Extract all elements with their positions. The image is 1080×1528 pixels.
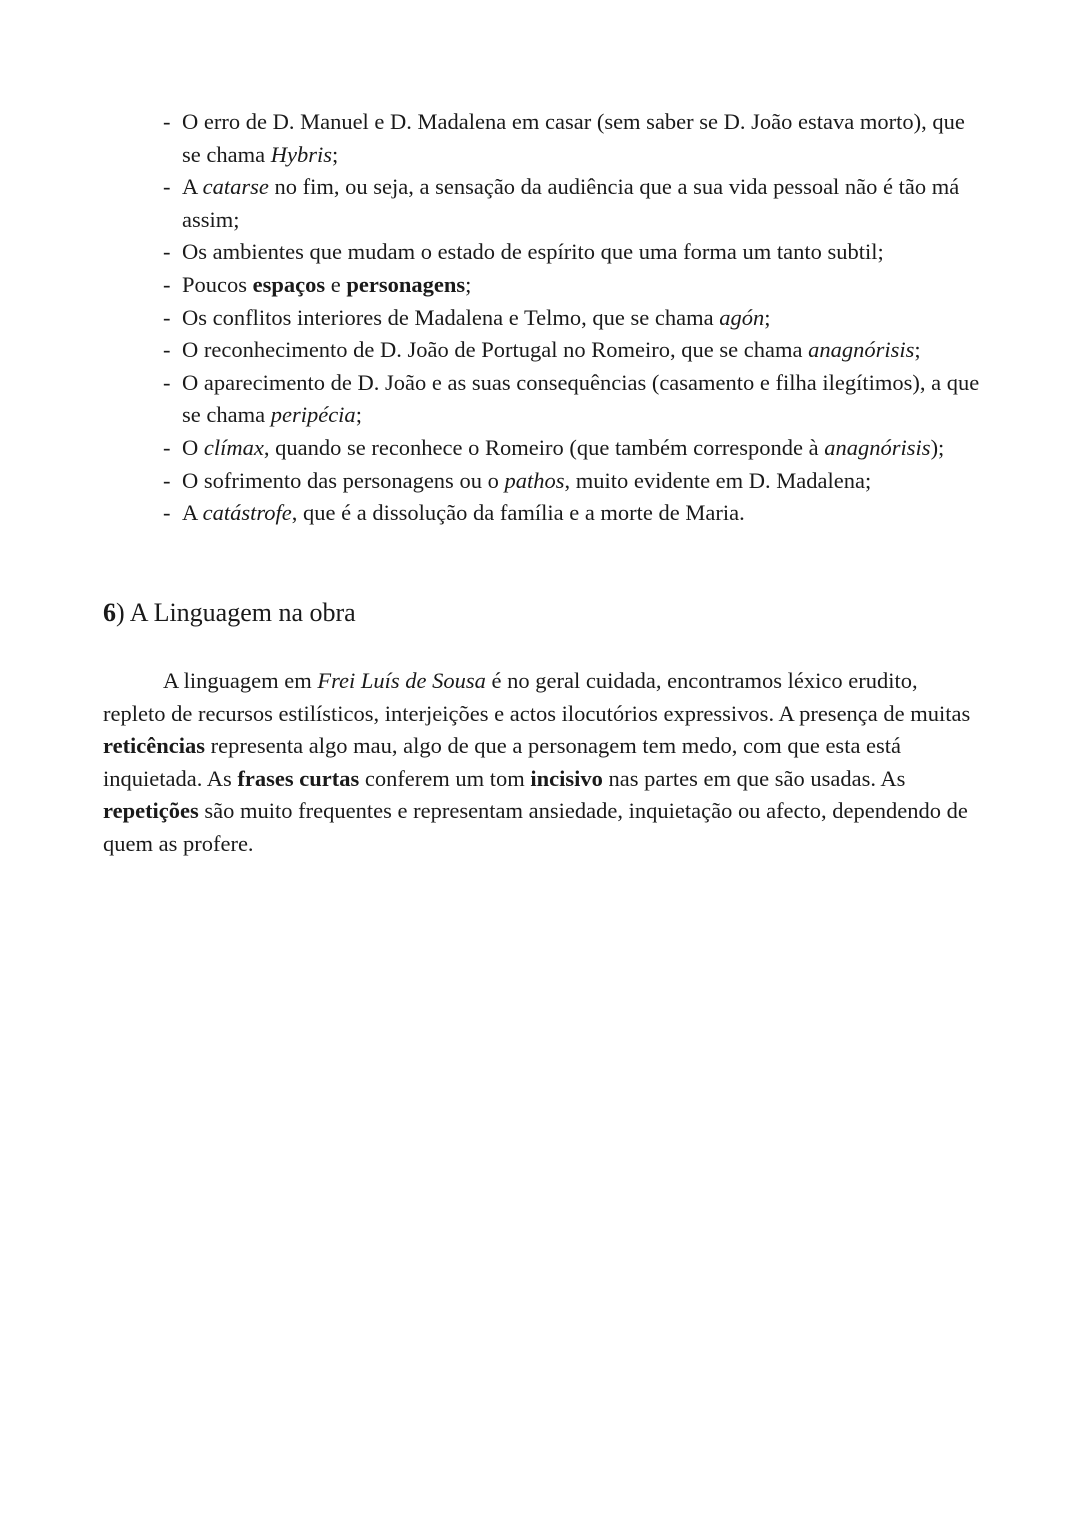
text-run: O — [182, 434, 204, 460]
language-paragraph — [103, 665, 983, 861]
italic-text: clímax — [203, 434, 264, 460]
text-run: nas partes em que são usadas. As — [602, 765, 906, 791]
bold-text: reticências — [103, 733, 206, 759]
text-run: , muito evidente em D. Madalena; — [564, 467, 872, 493]
text-run: são muito frequentes e representam ansiedade, inquietação ou afecto, dependendo de quem as profere. — [103, 798, 968, 856]
bullet-dash: - — [163, 304, 171, 330]
bullet-dash: - — [163, 109, 171, 134]
text-run: O sofrimento das personagens ou o — [182, 467, 505, 493]
bullet-dash: - — [163, 369, 171, 395]
bullet-dash: - — [163, 500, 171, 526]
italic-text: catástrofe — [202, 500, 292, 526]
text-run: O erro de D. Manuel e D. Madalena em casar (sem saber se D. João estava morto), que se chama — [182, 109, 965, 167]
italic-text: anagnórisis — [808, 337, 915, 363]
text-run: A linguagem em — [163, 668, 318, 693]
italic-text: Hybris — [270, 141, 332, 167]
list-item — [163, 269, 983, 302]
italic-text: Frei Luís de Sousa — [317, 668, 486, 693]
text-run: é no geral cuidada, encontramos léxico erudito, repleto de recursos estilísticos, interjeições e actos ilocutórios expressivos. A presença de muitas — [103, 668, 971, 726]
text-run: O aparecimento de D. João e as suas consequências (casamento e filha ilegítimos), a que se chama — [182, 369, 980, 428]
text-run: O reconhecimento de D. João de Portugal no Romeiro, que se chama — [182, 337, 809, 363]
section-number: 6 — [103, 598, 116, 627]
tragedy-elements-list — [163, 106, 983, 530]
list-item — [163, 106, 983, 171]
italic-text: peripécia — [270, 402, 356, 428]
bold-text: frases curtas — [237, 765, 360, 791]
bullet-dash: - — [163, 467, 171, 493]
list-item — [163, 334, 983, 367]
text-run: A — [182, 174, 203, 200]
text-run: e — [325, 271, 347, 297]
bullet-dash: - — [163, 434, 171, 460]
list-item — [163, 171, 983, 236]
text-run: , que é a dissolução da família e a morte de Maria. — [291, 500, 745, 526]
italic-text: anagnórisis — [824, 434, 931, 460]
text-run: Poucos — [182, 271, 253, 297]
bold-text: espaços — [252, 271, 326, 297]
text-run: ; — [331, 141, 339, 167]
list-item — [163, 236, 983, 269]
text-run: Os ambientes que mudam o estado de espírito que uma forma um tanto subtil; — [182, 239, 884, 265]
text-run: ; — [914, 337, 921, 363]
bullet-dash: - — [163, 239, 171, 265]
bullet-dash: - — [163, 337, 171, 363]
bold-text: repetições — [103, 798, 199, 824]
bullet-dash: - — [163, 174, 171, 200]
bullet-dash: - — [163, 271, 171, 297]
list-item — [163, 432, 983, 465]
bold-text: personagens — [346, 271, 466, 297]
text-run: ; — [465, 271, 472, 297]
list-item — [163, 367, 983, 432]
section-title: ) A Linguagem na obra — [116, 598, 356, 627]
text-run: conferem um tom — [359, 765, 531, 791]
section-heading — [103, 596, 356, 630]
list-item — [163, 497, 983, 530]
bold-text: incisivo — [530, 765, 603, 791]
italic-text: catarse — [202, 174, 269, 200]
italic-text: pathos — [504, 467, 565, 493]
text-run: ; — [764, 304, 771, 330]
text-run: representa algo mau, algo de que a personagem tem medo, com que esta está inquietada. As — [103, 733, 902, 791]
text-run: ; — [355, 402, 362, 428]
list-item — [163, 465, 983, 498]
text-run: Os conflitos interiores de Madalena e Telmo, que se chama — [182, 304, 720, 330]
italic-text: agón — [719, 304, 765, 330]
text-run: no fim, ou seja, a sensação da audiência que a sua vida pessoal não é tão má assim; — [182, 174, 960, 232]
list-item — [163, 302, 983, 335]
text-run: , quando se reconhece o Romeiro (que também corresponde à — [263, 434, 825, 460]
text-run: ); — [930, 434, 945, 460]
text-run: A — [182, 500, 203, 526]
